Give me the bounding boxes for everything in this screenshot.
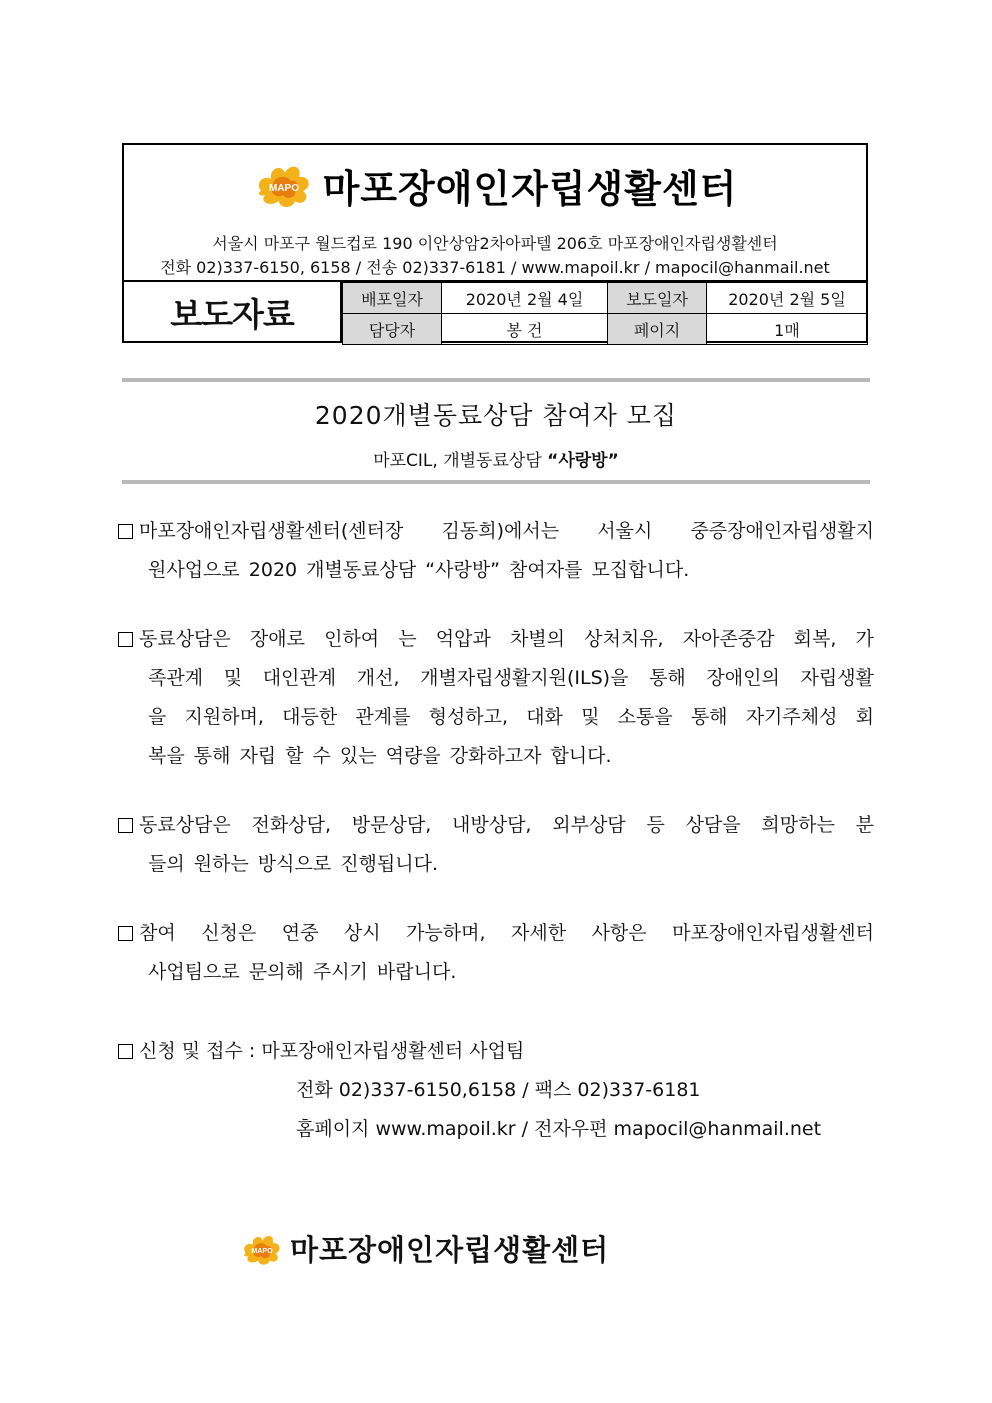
word: 족관계: [148, 667, 204, 689]
paragraph-3: [118, 806, 874, 884]
paragraph-2: [118, 620, 874, 776]
word: 을: [148, 706, 167, 728]
word: 통해: [649, 667, 686, 689]
word: 동료상담은: [139, 628, 231, 650]
word: 바랍니다.: [376, 961, 457, 983]
paragraph-4: [118, 914, 874, 992]
word: 외부상담: [552, 814, 626, 836]
word: 복을: [148, 745, 185, 767]
word: 개선,: [356, 667, 400, 689]
subtitle-emphasis: “사랑방”: [547, 451, 619, 471]
word: 중증장애인자립생활지: [690, 520, 874, 542]
footer-org-name: 마포장애인자립생활센터: [290, 1233, 610, 1267]
word: 문의해: [248, 961, 304, 983]
word: 장애로: [249, 628, 305, 650]
paragraph-line: [118, 953, 874, 992]
word: 통해: [690, 706, 728, 728]
press-header: [122, 143, 868, 343]
word: 참여: [139, 922, 176, 944]
word: 및: [581, 706, 600, 728]
paragraph-line: [118, 551, 874, 590]
word: 있는: [339, 745, 377, 767]
line-lead: [118, 620, 231, 659]
word: 형성하고,: [428, 706, 509, 728]
word: 마포장애인자립생활센터: [672, 922, 874, 944]
paragraph-1: [118, 512, 874, 590]
word: 서울시: [597, 520, 653, 542]
word: 억압과: [435, 628, 491, 650]
line-lead: [118, 512, 403, 551]
dist-date-label: 배포일자: [343, 283, 442, 314]
press-meta-table: [342, 282, 868, 345]
word: 소통을: [617, 706, 673, 728]
word: 동료상담은: [139, 814, 231, 836]
paragraph-line: [118, 737, 874, 776]
checkbox-icon: [118, 926, 133, 941]
divider-top: [122, 378, 870, 382]
word: 사업팀으로: [148, 961, 240, 983]
word: 장애인의: [706, 667, 780, 689]
divider-bottom: [122, 480, 870, 484]
word: 회복,: [793, 628, 837, 650]
word: 연중: [281, 922, 319, 944]
logo-text: MAPO: [268, 183, 299, 194]
paragraph-line: [118, 845, 874, 884]
word: “사랑방”: [425, 559, 501, 581]
page-subtitle: [0, 446, 992, 471]
word: 대화: [526, 706, 563, 728]
word: 가능하며,: [406, 922, 486, 944]
application-info: [118, 1032, 821, 1149]
word: 대등한: [282, 706, 338, 728]
word: 상처치유,: [584, 628, 664, 650]
org-address: 서울시 마포구 월드컵로 190 이안상암2차아파텔 206호 마포장애인자립생활센터: [212, 234, 778, 253]
mapo-logo-icon: [253, 161, 315, 209]
word: 가: [855, 628, 874, 650]
word: 통해: [193, 745, 231, 767]
word: 역량을: [385, 745, 441, 767]
word: 사항은: [591, 922, 647, 944]
application-label: 신청 및 접수 :: [139, 1040, 262, 1062]
footer-logo-text: MAPO: [251, 1246, 273, 1255]
mapo-logo-icon: [240, 1231, 284, 1267]
word: 전화상담,: [251, 814, 332, 836]
word: 원하는: [193, 853, 249, 875]
word: 분: [855, 814, 874, 836]
org-banner: [124, 145, 866, 225]
subtitle-prefix: 마포CIL, 개별동료상담: [373, 451, 548, 471]
paragraph-line: [118, 914, 874, 953]
report-date-label: 보도일자: [608, 283, 707, 314]
org-contact: 전화 02)337-6150, 6158 / 전송 02)337-6181 / www.mapoil.kr / mapocil@hanmail.net: [160, 258, 830, 277]
paragraph-line: [118, 806, 874, 845]
word: 인하여: [324, 628, 380, 650]
press-info-row: [124, 280, 866, 343]
word: 지원하며,: [184, 706, 264, 728]
word: 회: [855, 706, 874, 728]
word: 진행됩니다.: [340, 853, 439, 875]
word: 주시기: [312, 961, 368, 983]
word: 신청은: [201, 922, 257, 944]
page-label: 페이지: [608, 314, 707, 345]
word: 할: [285, 745, 304, 767]
word: 자립생활: [800, 667, 874, 689]
word: 합니다.: [550, 745, 612, 767]
checkbox-icon: [118, 818, 133, 833]
word: 자립: [239, 745, 277, 767]
checkbox-icon: [118, 1044, 133, 1059]
word: 개별자립생활지원(ILS)을: [420, 667, 629, 689]
word: 참여자를: [509, 559, 583, 581]
word: 원사업으로: [148, 559, 240, 581]
word: 수: [312, 745, 331, 767]
press-release-label: 보도자료: [124, 282, 342, 343]
dist-date-value: 2020년 2월 4일: [442, 283, 608, 314]
word: 관계를: [355, 706, 411, 728]
word: 상담을: [685, 814, 741, 836]
paragraph-line: [118, 698, 874, 737]
word: 자아존중감: [682, 628, 775, 650]
org-name: 마포장애인자립생활센터: [322, 166, 738, 211]
word: 개별동료상담: [306, 559, 417, 581]
word: 희망하는: [761, 814, 835, 836]
report-date-value: 2020년 2월 5일: [707, 283, 868, 314]
paragraph-line: [118, 512, 874, 551]
word: 모집합니다.: [591, 559, 690, 581]
word: 차별의: [509, 628, 566, 650]
paragraph-line: [118, 659, 874, 698]
footer-logo: [240, 1228, 609, 1269]
word: 상시: [343, 922, 381, 944]
word: 들의: [148, 853, 185, 875]
checkbox-icon: [118, 524, 133, 539]
word: 자세한: [511, 922, 567, 944]
word: 내방상담,: [452, 814, 532, 836]
word: 대인관계: [262, 667, 337, 689]
application-phone: 전화 02)337-6150,6158 / 팩스 02)337-6181: [296, 1079, 701, 1101]
application-web: 홈페이지 www.mapoil.kr / 전자우편 mapocil@hanmail.net: [296, 1118, 822, 1140]
word: 김동희)에서는: [441, 520, 560, 542]
word: 방문상담,: [351, 814, 432, 836]
manager-label: 담당자: [343, 314, 442, 345]
application-org: 마포장애인자립생활센터 사업팀: [261, 1040, 525, 1062]
page-title: 2020개별동료상담 참여자 모집: [314, 401, 678, 430]
line-lead: [118, 914, 176, 953]
word: 강화하고자: [449, 745, 542, 767]
word: 2020: [248, 559, 298, 581]
word: 및: [223, 667, 243, 689]
manager-value: 봉 건: [442, 314, 608, 345]
page-value: 1매: [707, 314, 868, 345]
word: 는: [398, 628, 417, 650]
word: 자기주체성: [745, 706, 838, 728]
checkbox-icon: [118, 632, 133, 647]
word: 등: [646, 814, 665, 836]
line-lead: [118, 806, 231, 845]
paragraph-line: [118, 620, 874, 659]
word: 마포장애인자립생활센터(센터장: [139, 520, 404, 542]
word: 방식으로: [257, 853, 332, 875]
